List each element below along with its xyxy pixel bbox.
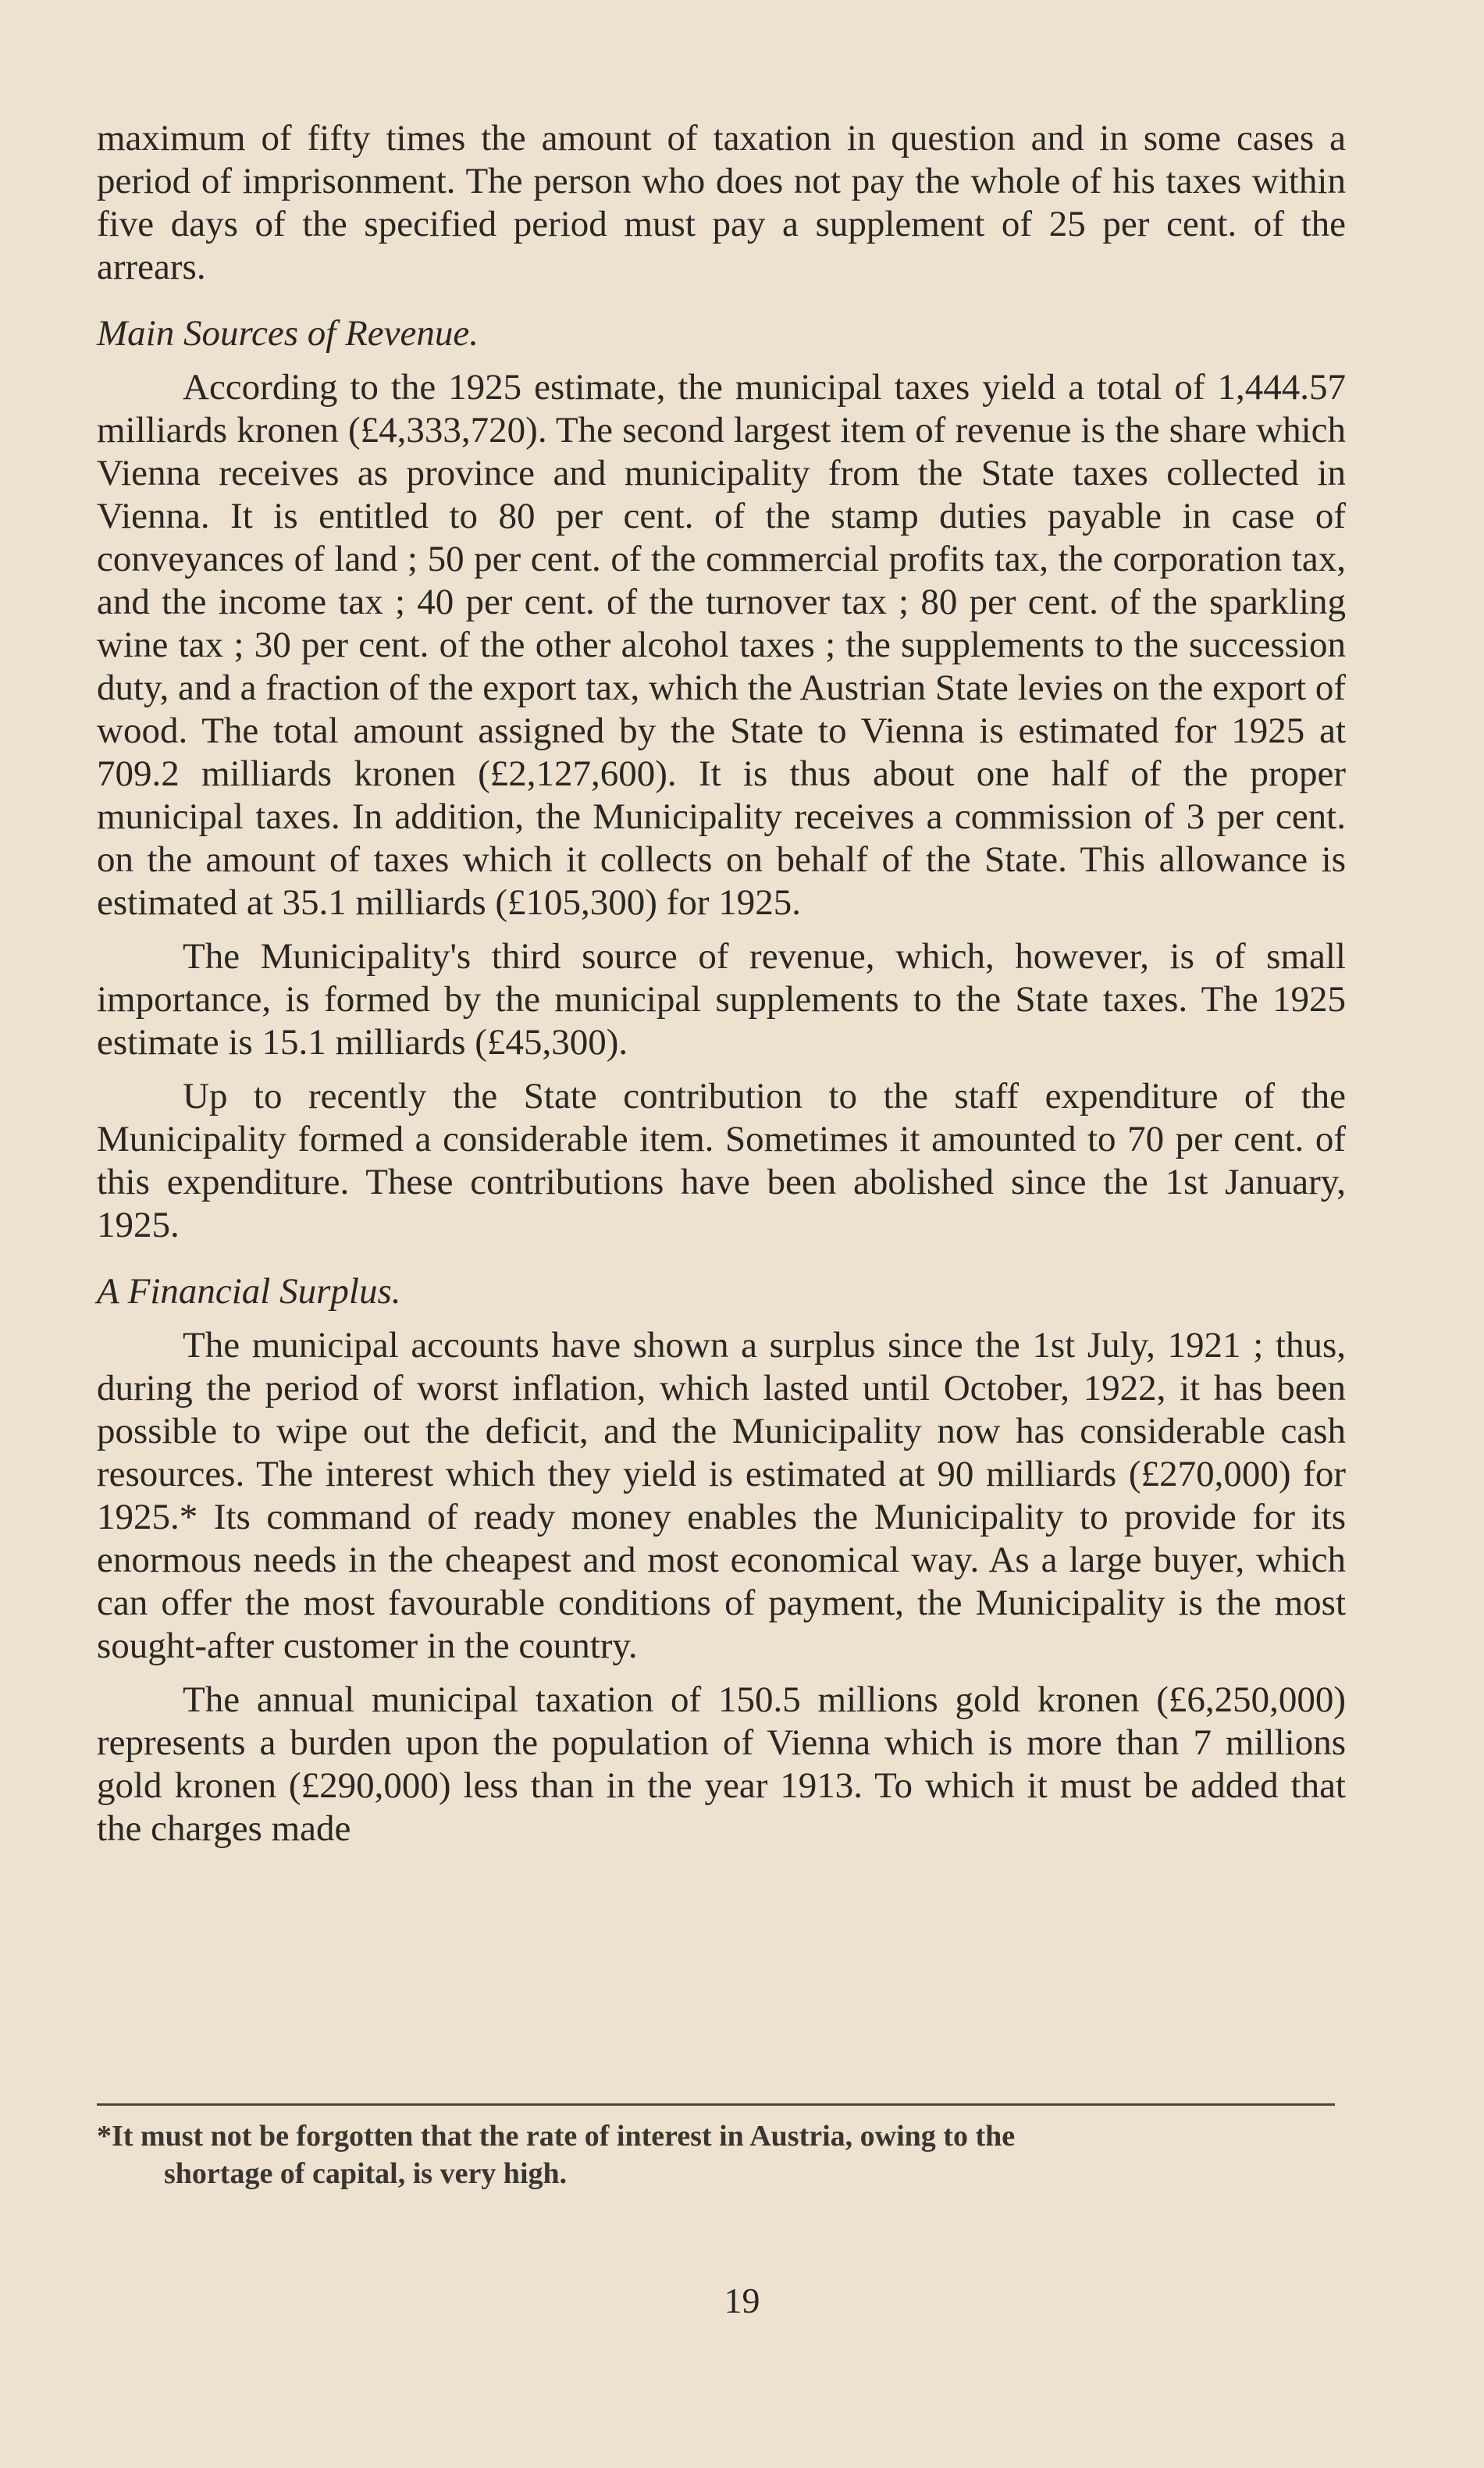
footnote-line-2: shortage of capital, is very high. bbox=[164, 2157, 568, 2190]
paragraph-surplus: The municipal accounts have shown a surplus since the 1st July, 1921 ; thus, during the period of worst inflation, which lasted until October, 1922, it has been possible to wipe out the deficit, and the Municipality now has considerable cash resources. The interest which they yield is estimated at 90 milliards (£270,000) for 1925.* Its command of ready money enables the Municipality to provide for its enormous needs in the cheapest and most economical way. As a large buyer, which can offer the most favourable conditions of payment, the Municipality is the most sought-after customer in the country. bbox=[97, 1325, 1346, 1666]
paragraph-third-source: The Municipality's third source of revenue, which, however, is of small importance, is formed by the municipal supplements to the State taxes. The 1925 estimate is 15.1 milliards (£45,300). bbox=[97, 936, 1346, 1063]
footnote-divider bbox=[97, 2103, 1335, 2106]
paragraph-continuation: maximum of fifty times the amount of taxation in question and in some cases a period of imprisonment. The person who does not pay the whole of his taxes within five days of the specified period must pay a supplement of 25 per cent. of the arrears. bbox=[97, 118, 1346, 287]
footnote bbox=[97, 2117, 1346, 2192]
footnote-line-1: *It must not be forgotten that the rate of interest in Austria, owing to the bbox=[97, 2120, 1016, 2153]
paragraph-state-contribution: Up to recently the State contribution to the staff expenditure of the Municipality formed a considerable item. Sometimes it amounted to 70 per cent. of this expenditure. These contributions have been abolished since the 1st January, 1925. bbox=[97, 1076, 1346, 1245]
paragraph-annual-taxation: The annual municipal taxation of 150.5 millions gold kronen (£6,250,000) represents a burden upon the population of Vienna which is more than 7 millions gold kronen (£290,000) less than in the year 1913. To which it must be added that the charges made bbox=[97, 1679, 1346, 1849]
page-number: 19 bbox=[724, 2281, 760, 2320]
section-heading-main-sources: Main Sources of Revenue. bbox=[97, 313, 479, 354]
paragraph-main-sources: According to the 1925 estimate, the municipal taxes yield a total of 1,444.57 milliards kronen (£4,333,720). The second largest item of revenue is the share which Vienna receives as province and municipality from the State taxes collected in Vienna. It is entitled to 80 per cent. of the stamp duties payable in case of conveyances of land ; 50 per cent. of the commercial profits tax, the corporation tax, and the income tax ; 40 per cent. of the turnover tax ; 80 per cent. of the sparkling wine tax ; 30 per cent. of the other alcohol taxes ; the supplements to the succession duty, and a fraction of the export tax, which the Austrian State levies on the export of wood. The total amount assigned by the State to Vienna is estimated for 1925 at 709.2 milliards kronen (£2,127,600). It is thus about one half of the proper municipal taxes. In addition, the Municipality receives a commission of 3 per cent. on the amount of taxes which it collects on behalf of the State. This allowance is estimated at 35.1 milliards (£105,300) for 1925. bbox=[97, 367, 1346, 923]
page-body bbox=[97, 117, 1346, 1850]
section-heading-financial-surplus: A Financial Surplus. bbox=[97, 1271, 401, 1312]
